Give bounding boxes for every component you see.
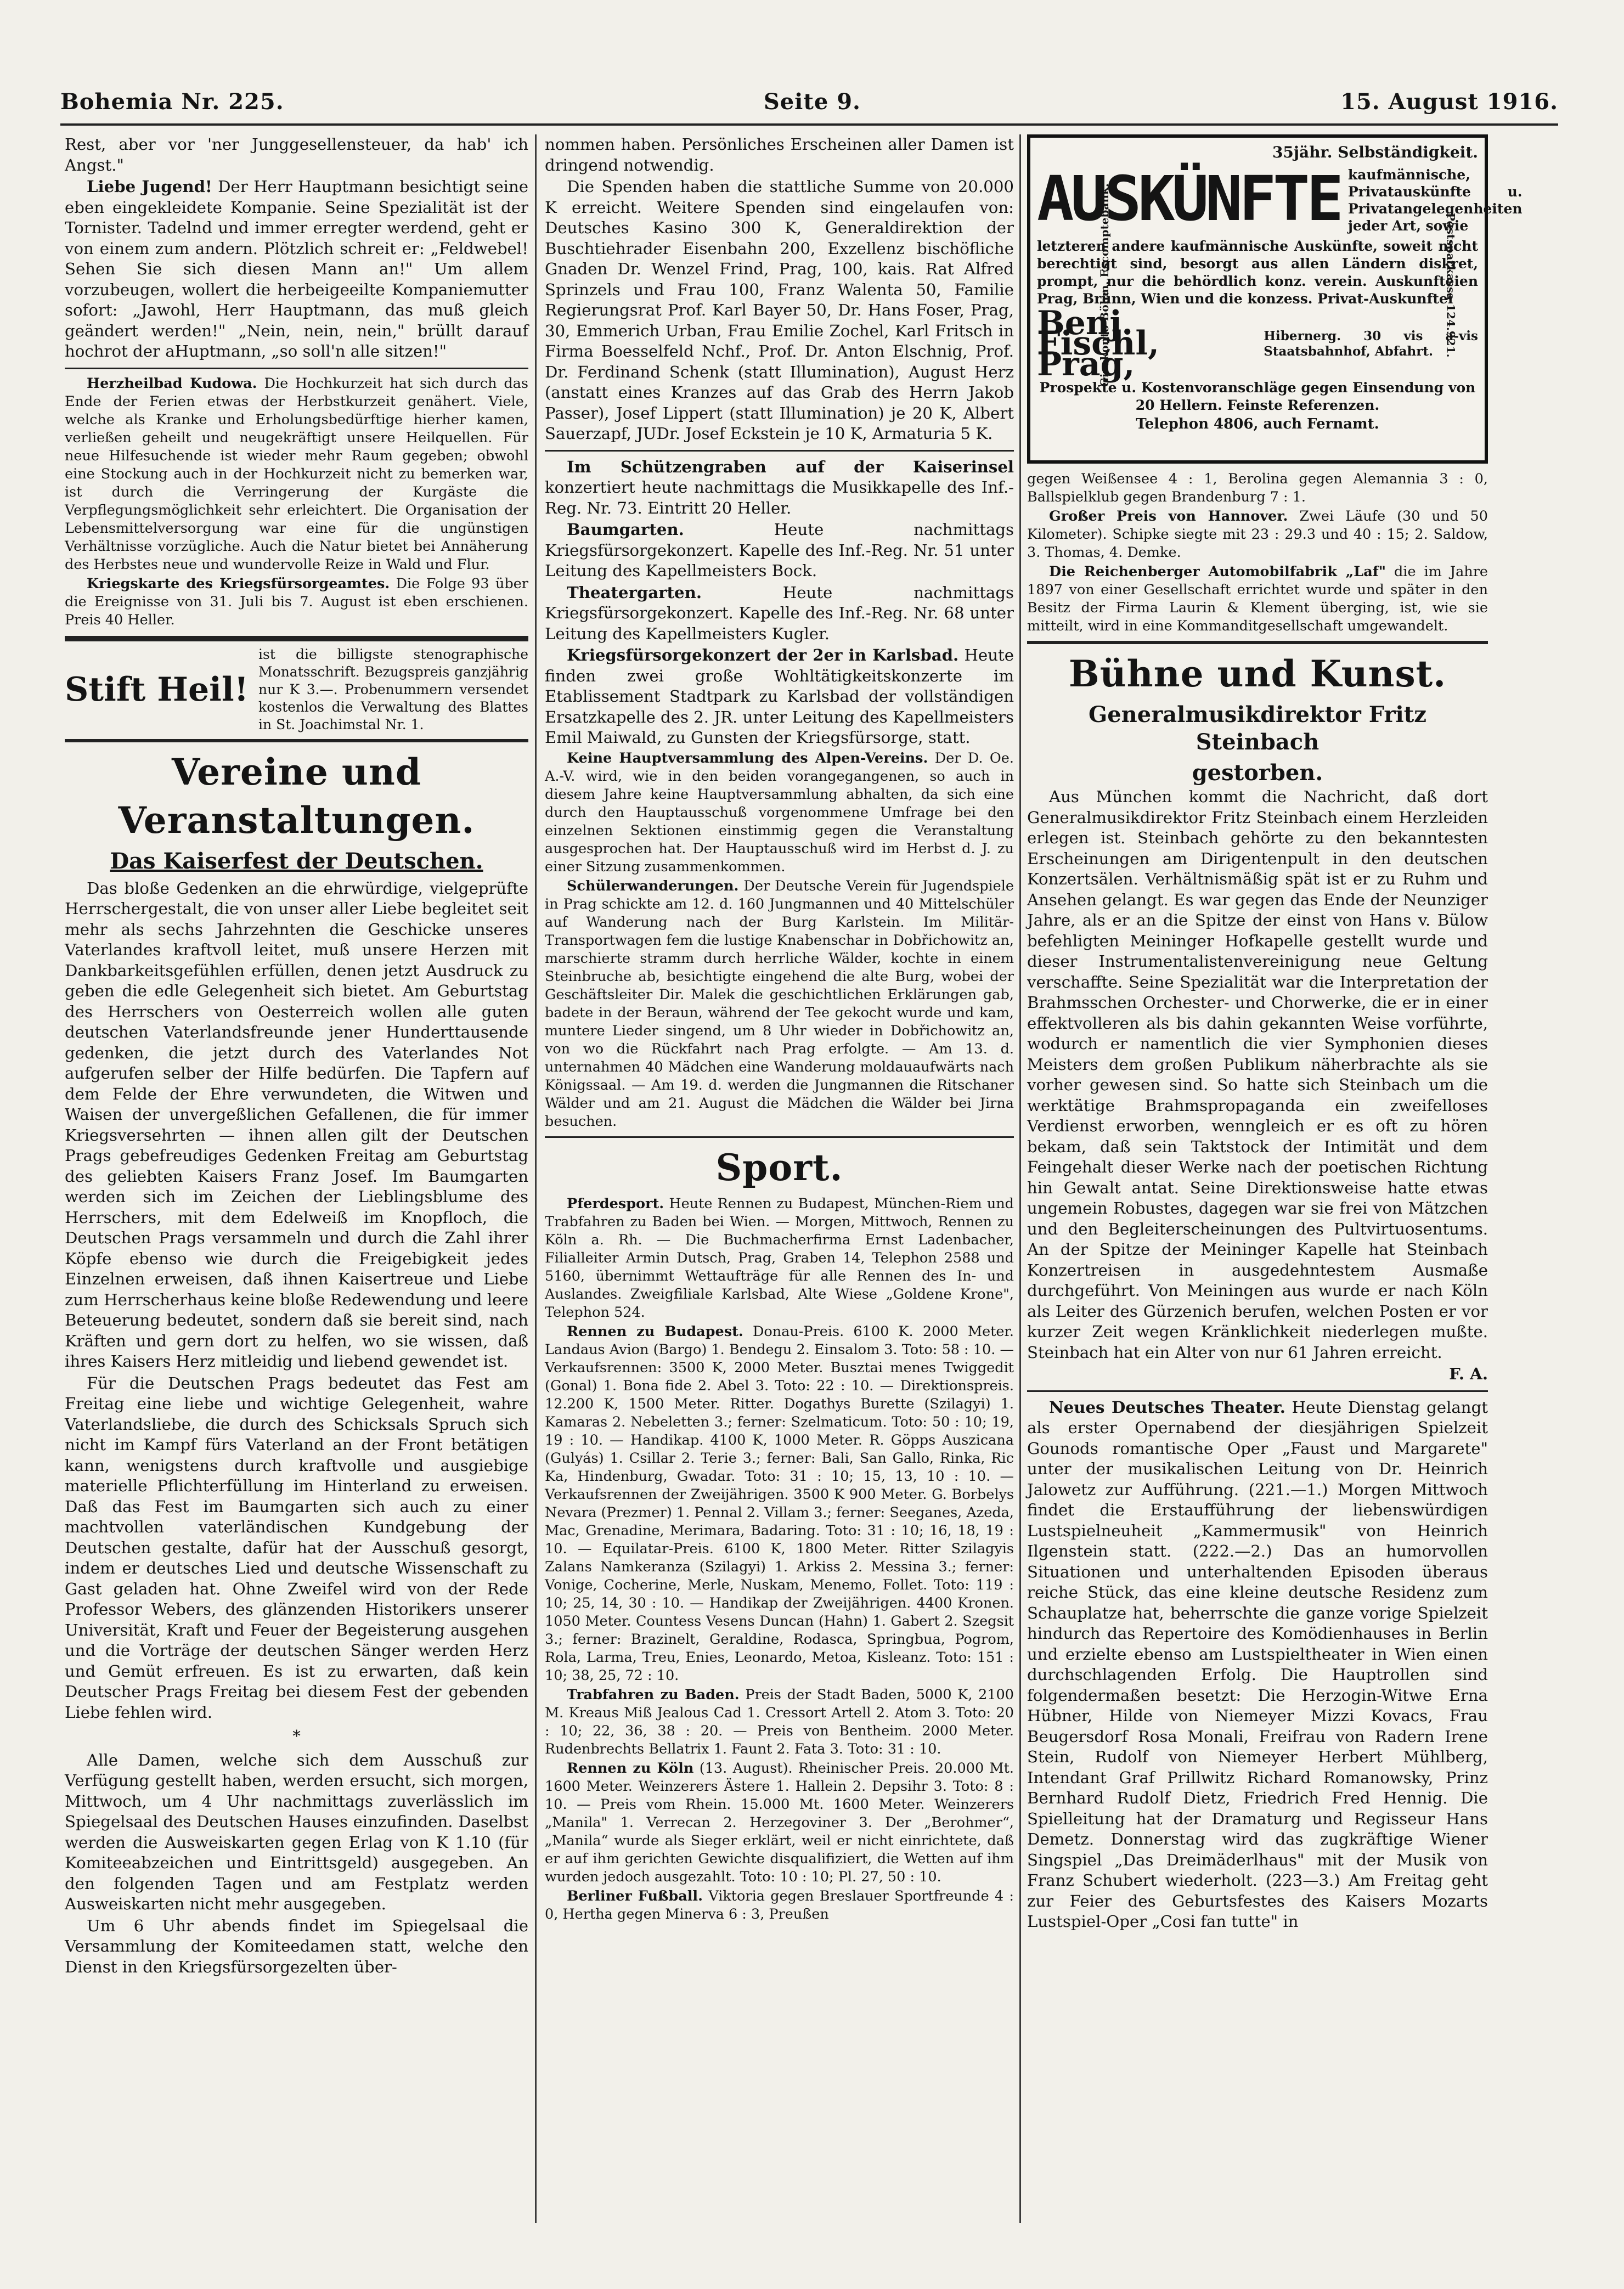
article-paragraph: Um 6 Uhr abends findet im Spiegelsaal die Versammlung der Komiteedamen statt, welche den Dienst in den Kriegsfürsorgezelten über-: [65, 1916, 528, 1976]
article-lead: Schülerwanderungen.: [567, 877, 739, 894]
article-lead: Neues Deutsches Theater.: [1049, 1397, 1285, 1417]
column-1: [65, 134, 528, 2223]
article-lead: Baumgarten.: [567, 520, 684, 539]
article-paragraph: [545, 1760, 1014, 1886]
article-text: die im Jahre 1897 von einer Gesellschaft errichtet wurde und später in den Besitz der Firma Laurin & Klement überging, ist, wie sie mitteilt, wird in eine Kommanditgesellschaft umgewandelt.: [1027, 563, 1488, 634]
ad-phone: Telephon 4806, auch Fernamt.: [1136, 416, 1379, 432]
section-title-sport: Sport.: [715, 1146, 843, 1189]
article-lead: Theatergarten.: [567, 583, 702, 602]
ad-headline: AUSKÜNFTE: [1037, 163, 1340, 235]
article-paragraph: [1027, 1397, 1488, 1932]
article-text: Heute finden zwei große Wohltätigkeitskonzerte im Etablissement Stadtpark zu Karlsbad der vollständigen Ersatzkapelle des 2. JR. unter Leitung des Kapellmeisters Emil Maiwald, zu Gunsten der Kriegsfürsorge, statt.: [545, 646, 1014, 747]
stift-heil-title: Stift Heil!: [65, 670, 249, 709]
ad-tagline: 35jähr. Selbständigkeit.: [1272, 143, 1478, 161]
article-text: (13. August). Rheinischer Preis. 20.000 Mt. 1600 Meter. Weinzerers Ästere 1. Hallein 2. Depsihr 3. Toto: 8 : 10. — Preis vom Rhein. 15.000 Mt. 1600 Meter. Weinzerers „Manila" 1. Verrecan 2. Herzegoviner 3. Der „Berohmer“, „Manila“ wurde als Sieger erklärt, weil er nicht einrichtete, daß er auf ihm gerichten Gewichte disqualifiziert, die Wetten auf ihm wurden jedoch ausgezahlt. Toto: 10 : 10; Pl. 27, 50 : 10.: [545, 1760, 1014, 1885]
ad-footer: Prospekte u. Kostenvoranschläge gegen Einsendung von 20 Hellern. Feinste Referenzen.: [1039, 380, 1476, 413]
article-lead: Großer Preis von Hannover.: [1049, 508, 1288, 525]
article-text: Heute nachmittags Kriegsfürsorgekonzert. Kapelle des Inf.-Reg. Nr. 68 unter Leitung des Kapellmeisters Kugler.: [545, 583, 1014, 643]
article-paragraph: nommen haben. Persönliches Erscheinen aller Damen ist dringend notwendig.: [545, 135, 1014, 174]
column-2: [545, 134, 1014, 2223]
article-lead: Im Schützengraben auf der Kaiserinsel: [567, 457, 1014, 476]
article-title-steinbach: Generalmusikdirektor Fritz Steinbach: [1089, 702, 1426, 755]
article-paragraph: [545, 520, 1014, 582]
article-paragraph: [545, 1195, 1014, 1322]
stift-heil-ad: [65, 636, 528, 734]
article-paragraph: [545, 749, 1014, 876]
divider: [65, 368, 528, 369]
ad-body: letzteren andere kaufmännische Auskünfte, soweit nicht berechtigt sind, besorgt aus allen Ländern diskret, prompt, nur die behördlich konz. verein. Auskunfteien Prag, Brünn, Wien und die konzess. Privat-Auskunftei: [1037, 238, 1478, 307]
article-paragraph: [545, 1686, 1014, 1758]
article-lead: Herzheilbad Kudowa.: [87, 375, 257, 392]
ad-headline-side: kaufmännische, Privatauskünfte u. Privatangelegenheiten jeder Art, sowie: [1347, 166, 1522, 234]
article-text: Heute Dienstag gelangt als erster Opernabend der diesjährigen Spielzeit Gounods romantische Oper „Faust und Margarete" unter der musikalischen Leitung von Dr. Heinrich Jalowetz zur Aufführung. (221.—1.) Morgen Mittwoch findet die Erstaufführung der liebenswürdigen Lustspielneuheit „Kammermusik" von Heinrich Ilgenstein statt. (222.—2.) Das an humorvollen Situationen und unterhaltenden Episoden überaus reiche Stück, das eine kleine deutsche Residenz zum Schauplatze hat, beherrschte die ganze vorige Spielzeit hindurch das Repertoire des Komödienhauses in Berlin und erzielte ebenso am Lustspieltheater in Wien einen durchschlagenden Erfolg. Die Hauptrollen sind folgendermaßen besetzt: Die Herzogin-Witwe Erna Hübner, Hilde von Niemeyer Mizzi Kovacs, Frau Beugersdorf Rosa Monali, Freifrau von Radern Irene Stein, Rudolf von Niemeyer Herbert Mühlberg, Intendant Graf Prillwitz Richard Romanowsky, Prinz Bernhard Rudolf Dietz, Friedrich Fred Hennig. Die Spielleitung hat der Dramaturg und Regisseur Hans Demetz. Donnerstag wird das zugkräftige Wiener Singspiel „Das Dreimäderlhaus" mit der Musik von Franz Schubert wiederholt. (223—3.) Am Freitag geht zur Feier des Geburtsfestes des Kaisers Mozarts Lustspiel-Oper „Cosi fan tutte" in: [1027, 1397, 1488, 1931]
article-text: Der Herr Hauptmann besichtigt seine eben eingekleidete Kompanie. Seine Spezialität ist der Tornister. Tadelnd und immer erregter werdend, geht er von einem zum andern. Plötzlich schreit er: „Feldwebel! Sehen Sie sich diesen Mann an!" Um allem vorzubeugen, wollert die herbeigeeilte Kompaniemutter sofort: „Jawohl, Herr Hauptmann, das muß gleich geändert werden!" „Nein, nein, nein," brüllt darauf hochrot der aHuptmann, „so soll'n alle sitzen!": [65, 177, 528, 360]
column-separator: [535, 134, 537, 2223]
article-paragraph: [545, 877, 1014, 1131]
ad-company-address: Hibernerg. 30 vis a-vis Staatsbahnhof, Abfahrt.: [1264, 328, 1478, 359]
section-title-buehne: Bühne und Kunst.: [1068, 652, 1447, 695]
article-paragraph: [545, 1887, 1014, 1924]
article-text: Heute Rennen zu Budapest, München-Riem und Trabfahren zu Baden bei Wien. — Morgen, Mittwoch, Rennen zu Köln a. Rh. — Die Buchmacherfirma Ernst Ladenbacher, Filialleiter Armin Dutsch, Prag, Graben 14, Telephon 2588 und 5160, übernimmt Wettaufträge für alle Rennen des In- und Auslandes. Zweigfiliale Karlsbad, Alte Wiese „Goldene Krone", Telephon 524.: [545, 1195, 1014, 1321]
article-text: Der Deutsche Verein für Jugendspiele in Prag schickte am 12. d. 160 Jungmannen und 40 Mittelschüler auf Wanderung nach der Burg Karlstein. Im Militär-Transportwagen fem die lustige Knabenschar in Dobřichowitz an, marschierte stramm durch herrliche Wälder, kochte in einem Steinbruche ab, besichtigte eingehend die alte Burg, wobei der Geschäftsleiter Dir. Malek die geschichtlichen Erklärungen gab, badete in der Beraun, während der Tee gekocht wurde und kam, muntere Lieder singend, um 8 Uhr wieder in Dobřichowitz an, von wo die Rückfahrt nach Prag erfolgte. — Am 13. d. unternahmen 40 Mädchen eine Wanderung moldauaufwärts nach Königssaal. — Am 19. d. werden die Jungmannen die Ritschaner Wälder und am 21. August die Mädchen die Wälder bei Jirna besuchen.: [545, 877, 1014, 1130]
article-paragraph: [65, 375, 528, 574]
section-title-vereine: Vereine und Veranstaltungen.: [118, 750, 475, 842]
auskuenfte-advertisement: [1027, 134, 1522, 464]
article-paragraph: Rest, aber vor 'ner Junggesellensteuer, da hab' ich Angst.": [65, 135, 528, 174]
ad-side-left: Girokonto Böhm. Escomptebank.: [1097, 183, 1111, 387]
article-text: Zwei Läufe (30 und 50 Kilometer). Schipke siegte mit 23 : 29.3 und 40 : 15; 2. Saldow, 3. Thomas, 4. Demke.: [1027, 508, 1488, 561]
article-lead: Berliner Fußball.: [567, 1887, 703, 1904]
article-text: Viktoria gegen Breslauer Sportfreunde 4 : 0, Hertha gegen Minerva 6 : 3, Preußen: [545, 1887, 1014, 1922]
article-paragraph: [65, 177, 528, 362]
article-paragraph: Alle Damen, welche sich dem Ausschuß zur Verfügung gestellt haben, werden ersucht, sich morgen, Mittwoch, um 4 Uhr nachmittags zuverlässlich im Spiegelsaal des Deutschen Hauses einzufinden. Daselbst werden die Ausweiskarten gegen Erlag von K 1.10 (für Komiteeabzeichen und Eintrittsgeld) ausgegeben. An den folgenden Tagen und am Festplatz werden Ausweiskarten nicht mehr ausgegeben.: [65, 1750, 528, 1913]
divider: [1027, 1390, 1488, 1392]
article-lead: Trabfahren zu Baden.: [567, 1686, 740, 1703]
ad-company-name: Benj. Fischl, Prag,: [1037, 303, 1160, 384]
article-lead: Liebe Jugend!: [87, 177, 212, 196]
article-text: Die Hochkurzeit hat sich durch das Ende der Ferien etwas der Herbstkurzeit genähert. Viele, welche als Kranke und Erholungsbedürftige hierher kamen, verließen geheilt und neugekräftigt unsere Heilquellen. Für neue Hilfesuchende ist wieder mehr Raum gegeben; obwohl eine Stockung auch in der Hochkurzeit nicht zu bemerken war, ist durch die Verringerung der Kurgäste die Verpflegungsmöglichkeit sehr erleichtert. Die Organisation der Lebensmittelversorgung war eine für die ungünstigen Verhältnisse vorzügliche. Auch die Natur bietet bei Annäherung des Herbstes neue und wundervolle Reize in Wald und Flur.: [65, 375, 529, 573]
article-text: Donau-Preis. 6100 K. 2000 Meter. Landaus Avion (Bargo) 1. Bendegu 2. Einsalom 3. Toto: 58 : 10. — Verkaufsrennen: 3500 K, 2000 Meter. Busztai menes Twiggedit (Gonal) 1. Bona fide 2. Abel 3. Toto: 22 : 10. — Direktionspreis. 12.200 K, 1500 Meter. Ritter. Dogathys Burette (Szilagyi) 1. Kamaras 2. Nebeletten 3.; ferner: Szelmaticum. Toto: 50 : 10; 19, 19 : 10. — Handikap. 4100 K, 1000 Meter. R. Göpps Auszicana (Gulyás) 1. Csillar 2. Terie 3.; ferner: Bali, San Gallo, Rinka, Ric Ka, Hindenburg, Gwadar. Toto: 31 : 10; 15, 13, 10 : 10. — Verkaufsrennen der Zweijährigen. 3500 K 900 Meter. G. Borbelys Nevara (Prezmer) 1. Pennal 2. Villam 3.; ferner: Seeganes, Azeda, Mac, Grenadine, Merimara, Badaring. Toto: 31 : 10; 16, 18, 19 : 10. — Equilatar-Preis. 6100 K, 1800 Meter. Ritter Szilagyis Zalans Namkeranza (Szilagyi) 1. Arkiss 2. Messina 3.; ferner: Vonige, Cocherine, Merle, Nuskam, Menemo, Follet. Toto: 119 : 10; 25, 14, 30 : 10. — Handikap der Zweijährigen. 4400 Kronen. 1050 Meter. Countess Vesens Duncan (Hahn) 1. Gabert 2. Szegsit 3.; ferner: Brazinelt, Geraldine, Rodasca, Springbua, Pogrom, Rola, Larma, Treu, Enies, Leonardo, Metoa, Kisleanz. Toto: 151 : 10; 38, 25, 72 : 10.: [545, 1323, 1014, 1684]
article-text: Heute nachmittags Kriegsfürsorgekonzert. Kapelle des Inf.-Reg. Nr. 51 unter Leitung des Kapellmeisters Bock.: [545, 520, 1014, 580]
article-paragraph: Aus München kommt die Nachricht, daß dort Generalmusikdirektor Fritz Steinbach einem Herzleiden erlegen ist. Steinbach gehörte zu den bekanntesten Erscheinungen am Dirigentenpult in den deutschen Konzertsälen. Verhältnismäßig spät ist er zu Ruhm und Ansehen gelangt. Es war gegen das Ende der Neunziger Jahre, als er an die Spitze der einst von Hans v. Bülow befehligten Meininger Hofkapelle gestellt wurde und dieser Instrumentalistenvereinigung neue Geltung verschaffte. Seine Spezialität war die Interpretation der Brahmsschen Orchester- und Chorwerke, die er in einer effektvolleren als bis dahin gekannten Weise vorführte, wodurch er namentlich die vier Symphonien dieses Meisters dem großen Publikum näherbrachte als sie vorher gewesen sind. So hatte sich Steinbach um die werktätige Brahmspropaganda ein zweifelloses Verdienst erworben, wenngleich er es oft zu hören bekam, daß sein Taktstock der Intimität und dem Feingehalt dieser Werke nach der poetischen Richtung hin Gewalt antat. Seine Direktionsweise hatte etwas ungemein Robustes, dagegen war sie frei von Mätzchen und den Begleiterscheinungen des Pultvirtuosentums. An der Spitze der Meininger Kapelle hat Steinbach Konzertreisen in ausgedehntestem Ausmaße durchgeführt. Von Meiningen aus wurde er nach Köln als Leiter des Gürzenich berufen, welchen Posten er vor kurzer Zeit wegen Kränklichkeit niederlegen mußte. Steinbach hat ein Alter von nur 61 Jahren erreicht.: [1027, 787, 1488, 1362]
article-paragraph: Für die Deutschen Prags bedeutet das Fest am Freitag eine liebe und wichtige Gelegenheit, wahre Vaterlandsliebe, die durch des Schicksals Spruch sich nicht im Kampf fürs Vaterland an der Front betätigen kann, wenigstens durch kraftvolle und ausgiebige materielle Pflichterfüllung im Hinterland zu erweisen. Daß das Fest im Baumgarten sich auch zu einer machtvollen vaterländischen Kundgebung der Deutschen gestalte, dafür hat der Ausschuß gesorgt, indem er deutsches Lied und deutsche Wissenschaft zu Gast geladen hat. Ohne Zweifel wird von der Rede Professor Webers, des glänzenden Historikers unserer Universität, Kraft und Feuer der Begeisterung ausgehen und die Vorträge der deutschen Sänger werden Herz und Gemüt erfreuen. Es ist zu erwarten, daß kein Deutscher Prags Freitag bei diesem Fest der gebenden Liebe fehlen wird.: [65, 1373, 528, 1722]
stift-heil-text: ist die billigste stenographische Monatsschrift. Bezugspreis ganzjährig nur K 3.—. Probenummern versendet kostenlos die Verwaltung des Blattes in St. Joachimstal Nr. 1.: [258, 646, 528, 732]
article-lead: Rennen zu Köln: [567, 1760, 694, 1777]
article-paragraph: [65, 575, 528, 629]
article-paragraph: [1027, 563, 1488, 635]
article-paragraph: [545, 645, 1014, 748]
article-text: Der D. Oe. A.-V. wird, wie in den beiden vorangegangenen, so auch in diesem Jahre keine Hauptversammlung abhalten, da sich eine durch den Hauptausschuß vorgenommene Umfrage bei den einzelnen Sektionen einstimmig gegen die Veranstaltung ausgesprochen hat. Der Hauptausschuß wird im Herbst d. J. zu einer Sitzung zusammenkommen.: [545, 749, 1014, 875]
article-paragraph: [545, 583, 1014, 645]
masthead: [60, 82, 1558, 121]
article-paragraph: [1027, 508, 1488, 562]
article-text: Preis der Stadt Baden, 5000 K, 2100 M. Kreaus Miß Jealous Cad 1. Cressort Artell 2. Atom 3. Toto: 20 : 10; 22, 36, 38 : 20. — Preis von Bentheim. 2000 Meter. Rudenbrechts Bellatrix 1. Faunt 2. Fata 3. Toto: 31 : 10.: [545, 1686, 1014, 1757]
masthead-rule: [60, 123, 1558, 126]
article-lead: Kriegskarte des Kriegsfürsorgeamtes.: [87, 575, 390, 592]
article-subtitle-steinbach: gestorben.: [1192, 760, 1323, 786]
divider: [65, 739, 528, 742]
column-3: [1027, 134, 1522, 2223]
masthead-page: Seite 9.: [763, 88, 861, 115]
divider: [545, 1136, 1014, 1138]
article-lead: Pferdesport.: [567, 1195, 664, 1212]
article-signature: F. A.: [1449, 1365, 1488, 1383]
column-separator: [1019, 134, 1021, 2223]
article-paragraph: [545, 457, 1014, 519]
divider: [545, 450, 1014, 452]
ad-side-right: Postsparkassa 124.921.: [1444, 212, 1458, 358]
article-title-kaiserfest: Das Kaiserfest der Deutschen.: [110, 848, 483, 874]
article-text: konzertiert heute nachmittags die Musikkapelle des Inf.-Reg. Nr. 73. Eintritt 20 Heller.: [545, 478, 1014, 517]
article-text: Die Folge 93 über die Ereignisse von 31. Juli bis 7. August ist eben erschienen. Preis 40 Heller.: [65, 575, 528, 628]
asterisk-separator: *: [292, 1727, 301, 1745]
article-paragraph: [545, 1323, 1014, 1685]
article-lead: Keine Hauptversammlung des Alpen-Vereins.: [567, 749, 928, 766]
masthead-date: 15. August 1916.: [1340, 88, 1558, 115]
article-lead: Die Reichenberger Automobilfabrik „Laf": [1049, 563, 1386, 580]
article-lead: Rennen zu Budapest.: [567, 1323, 743, 1340]
article-lead: Kriegsfürsorgekonzert der 2er in Karlsbad.: [567, 646, 959, 664]
divider: [1027, 641, 1488, 644]
masthead-issue: Bohemia Nr. 225.: [60, 88, 284, 115]
article-paragraph: Das bloße Gedenken an die ehrwürdige, vielgeprüfte Herrschergestalt, die von unser aller Liebe begleitet seit mehr als sechs Jahrzehnten die Geschicke unseres Vaterlandes kraftvoll leitet, muß unsere Herzen mit Dankbarkeitsgefühlen erfüllen, denen jetzt Ausdruck zu geben die edle Gelegenheit sich bietet. Am Geburtstag des Herrschers von Oesterreich wollen alle guten deutschen Vaterlandsfreunde jener Hunderttausende gedenken, die jetzt durch des Vaterlandes Not aufgerufen selber der Hilfe bedürfen. Die Tapfern auf dem Felde der Ehre verwundeten, die Witwen und Waisen der unvergeßlichen Gefallenen, die für immer Kriegsversehrten — ihnen allen gilt der Deutschen Prags gebefreudiges Gedenken Freitag am Geburtstag des geliebten Kaisers Franz Josef. Im Baumgarten werden sich im Zeichen der Lieblingsblume des Herrschers, mit dem Edelweiß im Knopfloch, die Deutschen Prags versammeln und durch die Zahl ihrer Köpfe ebenso wie durch die Freigebigkeit jedes Einzelnen erweisen, daß ihnen Kaisertreue und Liebe zum Herrscherhaus keine bloße Redewendung und leere Beteuerung bedeutet, sondern daß sie bereit sind, nach Kräften und gern dort zu helfen, wo sie wissen, daß ihres Kaisers Herz mitleidig und liebend gewendet ist.: [65, 878, 528, 1371]
article-paragraph: Die Spenden haben die stattliche Summe von 20.000 K erreicht. Weitere Spenden sind eingelaufen von: Deutsches Kasino 300 K, Generaldirektion der Buschtiehrader Eisenbahn 200, Exzellenz bischöfliche Gnaden Dr. Wenzel Frind, Prag, 100, kais. Rat Alfred Sprinzels und Frau 100, Franz Walenta 50, Familie Regierungsrat Prof. Karl Bayer 50, Dr. Hans Foser, Prag, 30, Emmerich Urban, Frau Emilie Zochel, Karl Fritsch in Firma Boesselfeld Nchf., Prof. Dr. Anton Elschnig, Prof. Dr. Ferdinand Schenk (statt Illumination), August Herz (anstatt eines Kranzes auf das Grab des Herrn Jakob Passer), Josef Lippert (statt Illumination) je 20 K, Albert Sauerzapf, JUDr. Josef Eckstein je 10 K, Armaturia 5 K.: [545, 177, 1014, 443]
article-paragraph: gegen Weißensee 4 : 1, Berolina gegen Alemannia 3 : 0, Ballspielklub gegen Brandenburg 7 : 1.: [1027, 471, 1488, 505]
